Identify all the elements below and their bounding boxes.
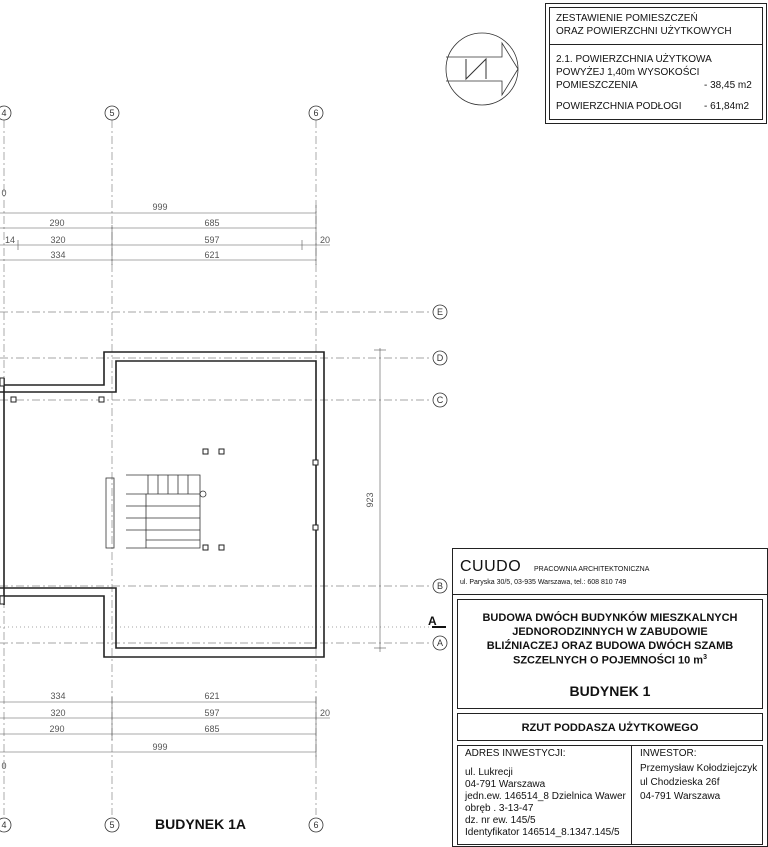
grid-label-col: 6 — [313, 108, 319, 118]
north-arrow — [446, 33, 518, 105]
section-label: A — [428, 614, 437, 628]
project-line: BUDOWA DWÓCH BUDYNKÓW MIESZKALNYCH — [482, 612, 738, 624]
dim-text: 621 — [204, 250, 220, 260]
project-superscript: 3 — [703, 654, 707, 661]
dim-text: 597 — [204, 708, 220, 718]
grid-label-row: E — [436, 307, 444, 317]
address-line: Identyfikator 146514_8.1347.145/5 — [465, 827, 620, 838]
grid-label-row: B — [436, 581, 444, 591]
firm-address: ul. Paryska 30/5, 03-935 Warszawa, tel.: 608 810 749 — [460, 579, 627, 586]
summary-table — [545, 3, 767, 124]
address-line: dz. nr ew. 145/5 — [465, 815, 536, 826]
grid-label-row: A — [436, 638, 444, 648]
grid-label-row: C — [436, 395, 444, 405]
building-walls — [0, 352, 324, 657]
summary-item-value: - 38,45 m2 — [704, 80, 752, 91]
staircase — [106, 475, 206, 548]
investor-line: Przemysław Kołodziejczyk — [640, 763, 758, 774]
dim-text: 320 — [50, 708, 66, 718]
investor-line: 04-791 Warszawa — [640, 791, 721, 802]
summary-subtitle: ORAZ POWIERZCHNI UŻYTKOWYCH — [556, 26, 732, 37]
project-line: BLIŹNIACZEJ ORAZ BUDOWA DWÓCH SZAMB — [486, 640, 734, 652]
vertical-dimension — [374, 348, 386, 652]
dim-text: 923 — [365, 492, 375, 508]
summary-item-line: 2.1. POWIERZCHNIA UŻYTKOWA — [556, 54, 712, 65]
address-line: obręb . 3-13-47 — [465, 803, 534, 814]
address-header: ADRES INWESTYCJI: — [465, 748, 566, 759]
summary-floor-label: POWIERZCHNIA PODŁOGI — [556, 101, 682, 112]
dim-text: 20 — [319, 708, 331, 718]
grid-label-col: 4 — [1, 820, 7, 830]
drawing-name: RZUT PODDASZA UŻYTKOWEGO — [521, 722, 699, 734]
grid-label-col: 6 — [313, 820, 319, 830]
address-line: ul. Lukrecji — [465, 767, 513, 778]
summary-item-label: POMIESZCZENIA — [556, 80, 638, 91]
dim-text: 685 — [204, 218, 220, 228]
building-1a-label: BUDYNEK 1A — [155, 816, 247, 832]
dim-text: 20 — [319, 235, 331, 245]
dim-text: 334 — [50, 691, 66, 701]
dim-text: 597 — [204, 235, 220, 245]
project-line-text: SZCZELNYCH O POJEMNOŚCI 10 m — [513, 654, 704, 667]
title-block — [452, 548, 768, 847]
summary-divider — [549, 44, 763, 45]
project-line: JEDNORODZINNYCH W ZABUDOWIE — [512, 626, 708, 638]
dim-text: 0 — [1, 761, 7, 771]
building-name: BUDYNEK 1 — [569, 683, 651, 699]
investor-line: ul Chodzieska 26f — [640, 777, 720, 788]
address-line: jedn.ew. 146514_8 Dzielnica Wawer — [465, 791, 626, 802]
summary-floor-value: - 61,84m2 — [704, 101, 750, 112]
grid-column-bubbles — [0, 106, 323, 832]
dim-text: 290 — [49, 724, 65, 734]
address-line: 04-791 Warszawa — [465, 779, 546, 790]
dim-text: 0 — [1, 188, 7, 198]
structural-posts — [0, 378, 318, 604]
dim-text: 999 — [152, 202, 168, 212]
section-marker — [428, 614, 446, 628]
dim-text: 999 — [152, 742, 168, 752]
dim-text: 14 — [4, 235, 16, 245]
dim-text: 621 — [204, 691, 220, 701]
investor-header: INWESTOR: — [640, 748, 697, 759]
grid-label-row: D — [436, 353, 444, 363]
firm-type: PRACOWNIA ARCHITEKTONICZNA — [534, 566, 650, 573]
dim-text: 320 — [50, 235, 66, 245]
dim-text: 334 — [50, 250, 66, 260]
summary-title: ZESTAWIENIE POMIESZCZEŃ — [556, 13, 698, 24]
summary-item-line: POWYŻEJ 1,40m WYSOKOŚCI — [556, 67, 700, 78]
firm-name: CUUDO — [460, 558, 522, 575]
grid-label-col: 4 — [1, 108, 7, 118]
grid-label-col: 5 — [109, 820, 115, 830]
dim-text: 290 — [49, 218, 65, 228]
grid-label-col: 5 — [109, 108, 115, 118]
dim-text: 685 — [204, 724, 220, 734]
project-line-capacity — [457, 654, 763, 667]
